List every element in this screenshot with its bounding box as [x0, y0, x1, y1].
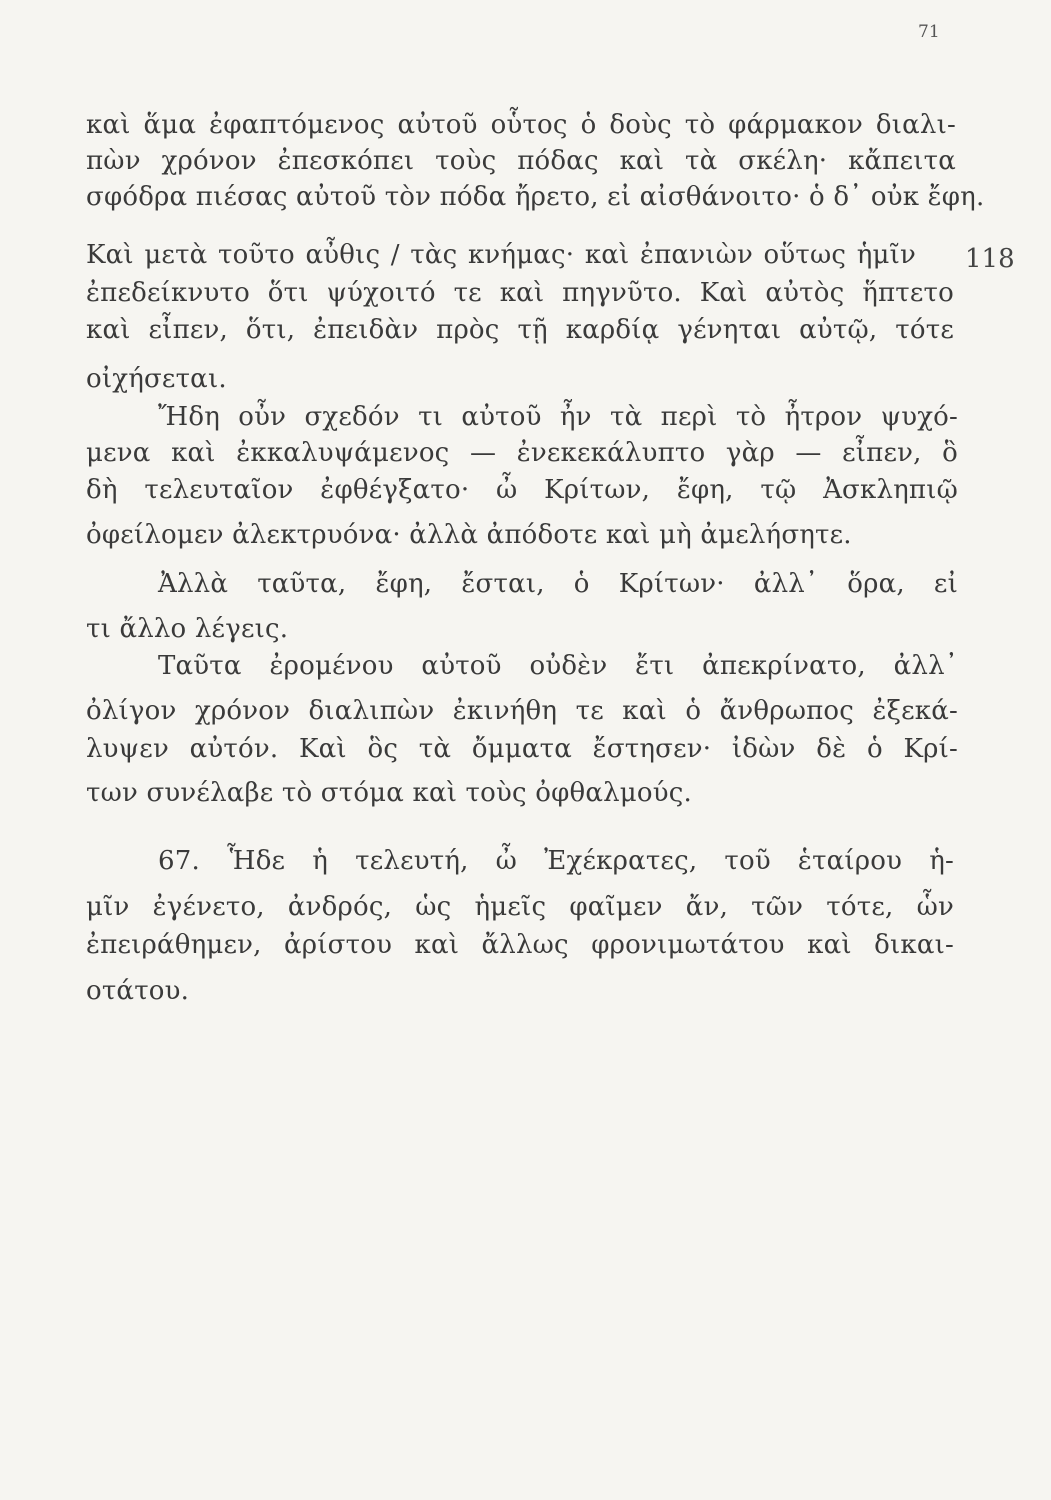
- margin-line-number: 118: [965, 244, 1015, 274]
- text-line: Ταῦτα ἐρομένου αὐτοῦ οὐδὲν ἔτι ἀπεκρίνατο, ἀλλ᾽: [158, 651, 958, 681]
- text-line: οτάτου.: [86, 976, 190, 1006]
- text-line: Καὶ μετὰ τοῦτο αὖθις / τὰς κνήμας· καὶ ἐπανιὼν οὕτως ἡμῖν: [86, 240, 916, 270]
- text-line: τι ἄλλο λέγεις.: [86, 614, 289, 644]
- text-line: οἰχήσεται.: [86, 364, 227, 394]
- text-line: ἐπειράθημεν, ἀρίστου καὶ ἄλλως φρονιμωτάτου καὶ δικαι-: [86, 930, 954, 960]
- text-line: πὼν χρόνον ἐπεσκόπει τοὺς πόδας καὶ τὰ σκέλη· κἄπειτα: [86, 146, 956, 176]
- text-line: ὀφείλομεν ἀλεκτρυόνα· ἀλλὰ ἀπόδοτε καὶ μὴ ἀμελήσητε.: [86, 520, 852, 550]
- text-line: των συνέλαβε τὸ στόμα καὶ τοὺς ὀφθαλμούς.: [86, 778, 692, 808]
- text-line: μῖν ἐγένετο, ἀνδρός, ὡς ἡμεῖς φαῖμεν ἄν, τῶν τότε, ὧν: [86, 892, 954, 922]
- text-line: Ἤδη οὖν σχεδόν τι αὐτοῦ ἦν τὰ περὶ τὸ ἦτρον ψυχό-: [158, 402, 958, 432]
- text-line: δὴ τελευταῖον ἐφθέγξατο· ὦ Κρίτων, ἔφη, τῷ Ἀσκληπιῷ: [86, 475, 958, 505]
- text-line: σφόδρα πιέσας αὐτοῦ τὸν πόδα ἤρετο, εἰ αἰσθάνοιτο· ὁ δ᾽ οὐκ ἔφη.: [86, 182, 985, 212]
- text-line: καὶ ἅμα ἐφαπτόμενος αὐτοῦ οὗτος ὁ δοὺς τὸ φάρμακον διαλι-: [86, 110, 956, 140]
- text-line: μενα καὶ ἐκκαλυψάμενος — ἐνεκεκάλυπτο γὰρ — εἶπεν, ὃ: [86, 438, 958, 468]
- text-line: λυψεν αὐτόν. Καὶ ὃς τὰ ὄμματα ἔστησεν· ἰδὼν δὲ ὁ Κρί-: [86, 734, 958, 764]
- text-line: ἐπεδείκνυτο ὅτι ψύχοιτό τε καὶ πηγνῦτο. Καὶ αὐτὸς ἥπτετο: [86, 278, 954, 308]
- page-number: 71: [918, 22, 940, 42]
- text-line: ὀλίγον χρόνον διαλιπὼν ἐκινήθη τε καὶ ὁ ἄνθρωπος ἐξεκά-: [86, 696, 958, 726]
- text-line: 67. Ἧδε ἡ τελευτή, ὦ Ἐχέκρατες, τοῦ ἑταίρου ἡ-: [158, 846, 954, 876]
- text-line: Ἀλλὰ ταῦτα, ἔφη, ἔσται, ὁ Κρίτων· ἀλλ᾽ ὅρα, εἰ: [158, 569, 958, 599]
- text-line: καὶ εἶπεν, ὅτι, ἐπειδὰν πρὸς τῇ καρδίᾳ γένηται αὐτῷ, τότε: [86, 315, 954, 345]
